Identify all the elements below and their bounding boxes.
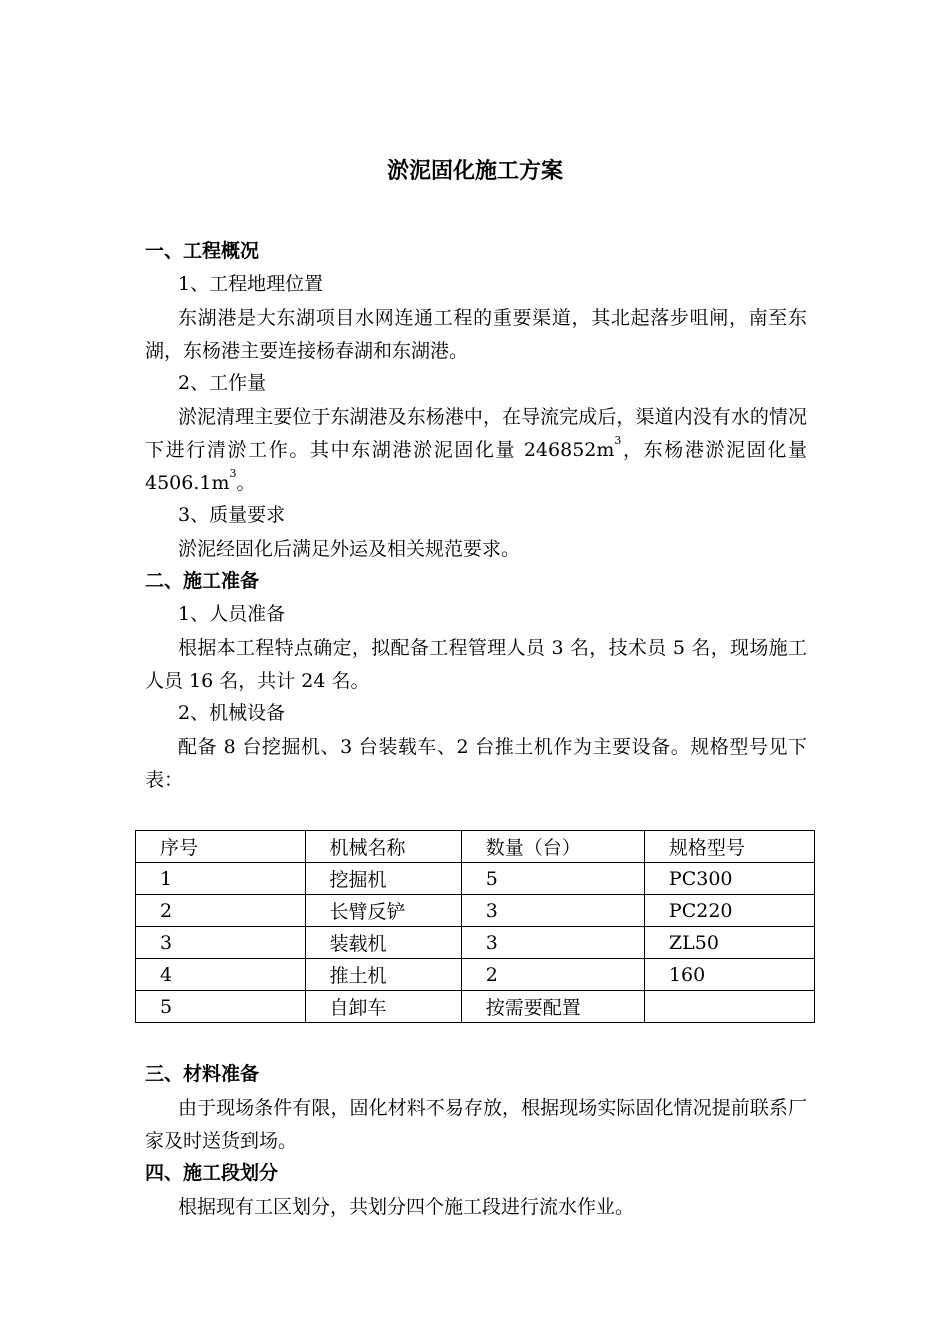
subheading-machinery: 2、机械设备 xyxy=(178,702,286,724)
subheading-staff: 1、人员准备 xyxy=(178,603,286,625)
table-cell: 装载机 xyxy=(305,927,461,959)
equipment-table xyxy=(135,830,815,1023)
table-header-cell: 序号 xyxy=(136,831,306,863)
table-cell: PC300 xyxy=(644,863,814,895)
table-cell: 160 xyxy=(644,959,814,991)
table-row xyxy=(136,895,815,927)
unit-superscript: 3 xyxy=(614,434,622,447)
table-row xyxy=(136,991,815,1023)
table-cell: 挖掘机 xyxy=(305,863,461,895)
table-cell: ZL50 xyxy=(644,927,814,959)
table-header-cell: 机械名称 xyxy=(305,831,461,863)
table-header-row xyxy=(136,831,815,863)
unit-superscript: 3 xyxy=(229,467,237,480)
table-cell: 3 xyxy=(461,927,644,959)
document-title: 淤泥固化施工方案 xyxy=(386,159,563,184)
table-cell: 按需要配置 xyxy=(461,991,644,1023)
table-cell: 自卸车 xyxy=(305,991,461,1023)
subheading-quality: 3、质量要求 xyxy=(178,504,286,526)
section-heading-segments: 四、施工段划分 xyxy=(145,1162,279,1184)
subheading-workload: 2、工作量 xyxy=(178,372,267,394)
table-row xyxy=(136,863,815,895)
table-row xyxy=(136,927,815,959)
workload-text-a: 淤泥清理主要位于东湖港及东杨港中，在导流完成后，渠道内没有水的情况下进行清淤工作。其中东湖港淤泥固化量 246852m xyxy=(145,406,807,461)
table-header-cell: 数量（台） xyxy=(461,831,644,863)
paragraph-workload xyxy=(145,401,807,500)
table-row xyxy=(136,959,815,991)
table-header-cell: 规格型号 xyxy=(644,831,814,863)
workload-text-b: ，东杨港淤泥固化量 4506.1m xyxy=(145,439,807,494)
section-heading-overview: 一、工程概况 xyxy=(145,240,260,262)
table-cell: 3 xyxy=(461,895,644,927)
paragraph-segments: 根据现有工区划分，共划分四个施工段进行流水作业。 xyxy=(178,1196,635,1218)
table-cell: 3 xyxy=(136,927,306,959)
table-cell: 2 xyxy=(461,959,644,991)
table-cell: 4 xyxy=(136,959,306,991)
paragraph-quality: 淤泥经固化后满足外运及相关规范要求。 xyxy=(178,538,521,560)
table-cell: 1 xyxy=(136,863,306,895)
table-cell: 5 xyxy=(461,863,644,895)
section-heading-preparation: 二、施工准备 xyxy=(145,570,260,592)
paragraph-staff: 根据本工程特点确定，拟配备工程管理人员 3 名，技术员 5 名，现场施工人员 16 名，共计 24 名。 xyxy=(145,637,807,692)
paragraph-location: 东湖港是大东湖项目水网连通工程的重要渠道，其北起落步咀闸，南至东湖，东杨港主要连接杨春湖和东湖港。 xyxy=(145,307,807,362)
table-cell: 长臂反铲 xyxy=(305,895,461,927)
table-cell: PC220 xyxy=(644,895,814,927)
paragraph-materials: 由于现场条件有限，固化材料不易存放，根据现场实际固化情况提前联系厂家及时送货到场。 xyxy=(145,1097,807,1152)
table-cell: 2 xyxy=(136,895,306,927)
paragraph-machinery: 配备 8 台挖掘机、3 台装载车、2 台推土机作为主要设备。规格型号见下表： xyxy=(145,736,807,791)
section-heading-materials: 三、材料准备 xyxy=(145,1063,260,1085)
subheading-location: 1、工程地理位置 xyxy=(178,273,324,295)
table-cell: 推土机 xyxy=(305,959,461,991)
table-cell: 5 xyxy=(136,991,306,1023)
workload-text-c: 。 xyxy=(236,472,256,494)
table-cell xyxy=(644,991,814,1023)
